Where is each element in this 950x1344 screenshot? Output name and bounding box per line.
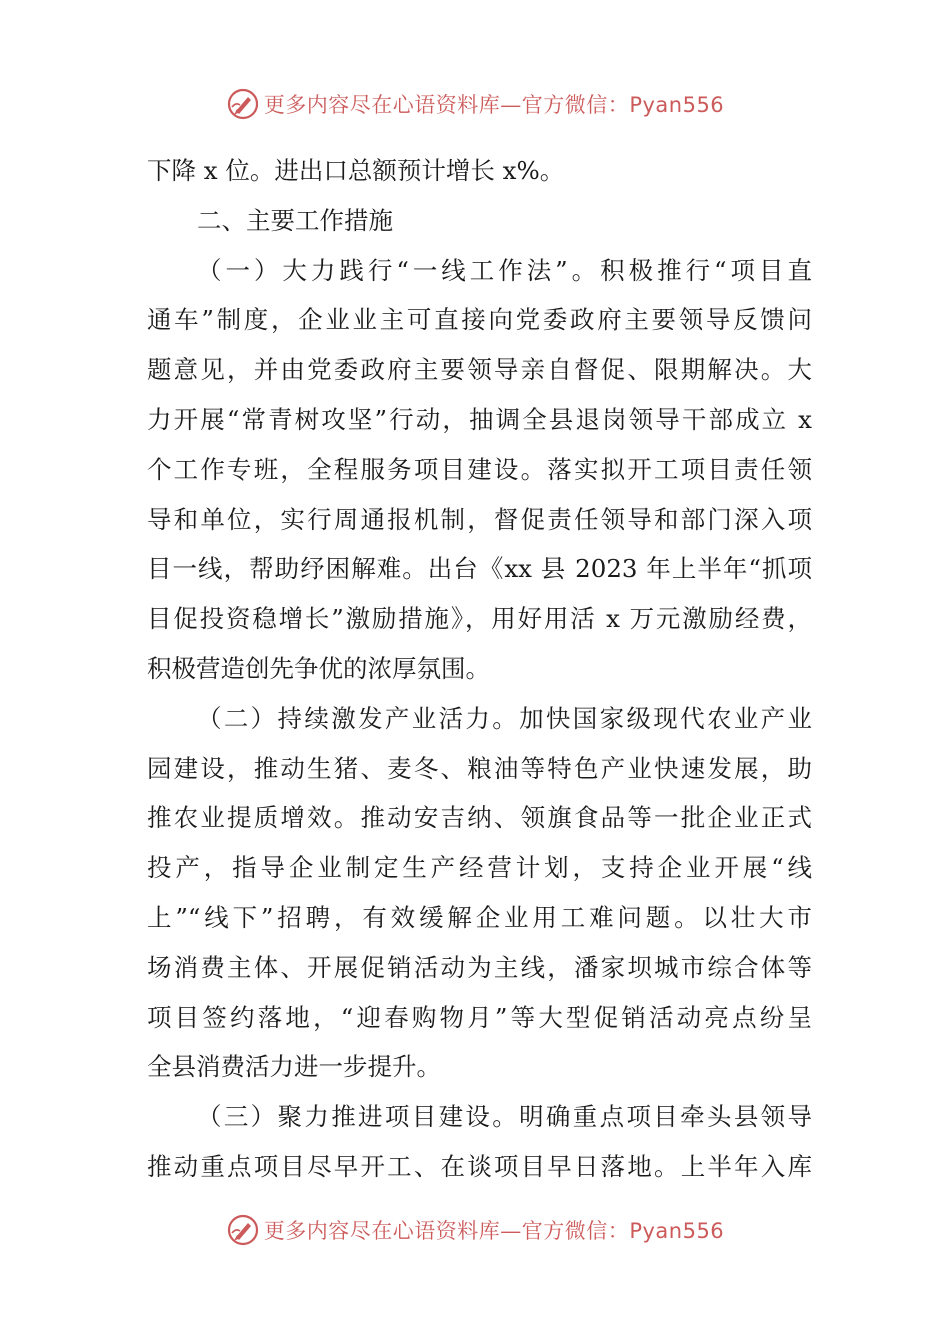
text-line: （一）大力践行“一线工作法”。积极推行“项目直 xyxy=(197,255,812,285)
text-line: 场消费主体、开展促销活动为主线，潘家坝城市综合体等 xyxy=(147,952,812,982)
text-line: 积极营造创先争优的浓厚氛围。 xyxy=(147,653,490,683)
header-banner xyxy=(0,84,950,124)
text-line: 目一线，帮助纾困解难。出台《xx 县 2023 年上半年“抓项 xyxy=(147,554,812,584)
wechat-id: Pyan556 xyxy=(629,1219,725,1243)
text-line: 导和单位，实行周通报机制，督促责任领导和部门深入项 xyxy=(147,504,812,534)
text-line: 题意见，并由党委政府主要领导亲自督促、限期解决。大 xyxy=(147,355,812,385)
wechat-id: Pyan556 xyxy=(629,93,725,117)
banner-text: 更多内容尽在心语资料库—官方微信：Pyan556 xyxy=(263,1219,725,1243)
text-line: 投产，指导企业制定生产经营计划，支持企业开展“线 xyxy=(147,853,812,883)
text-line: 力开展“常青树攻坚”行动，抽调全县退岗领导干部成立 x xyxy=(147,404,812,434)
pen-seal-icon xyxy=(226,87,260,121)
text-line: 推农业提质增效。推动安吉纳、领旗食品等一批企业正式 xyxy=(147,803,812,833)
text-line: （三）聚力推进项目建设。明确重点项目牵头县领导 xyxy=(197,1102,812,1132)
footer-banner xyxy=(0,1210,950,1250)
text-line: 园建设，推动生猪、麦冬、粮油等特色产业快速发展，助 xyxy=(147,753,812,783)
document-body xyxy=(147,146,812,1192)
text-line: 个工作专班，全程服务项目建设。落实拟开工项目责任领 xyxy=(147,454,812,484)
pen-seal-icon xyxy=(226,1213,260,1247)
text-line: 上”“线下”招聘，有效缓解企业用工难问题。以壮大市 xyxy=(147,902,812,932)
text-line: 目促投资稳增长”激励措施》，用好用活 x 万元激励经费， xyxy=(147,604,812,634)
section-heading: 二、主要工作措施 xyxy=(197,205,393,235)
text-line: （二）持续激发产业活力。加快国家级现代农业产业 xyxy=(197,703,812,733)
text-line: 项目签约落地，“迎春购物月”等大型促销活动亮点纷呈 xyxy=(147,1002,812,1032)
text-line: 下降 x 位。进出口总额预计增长 x%。 xyxy=(147,156,565,185)
text-line: 通车”制度，企业业主可直接向党委政府主要领导反馈问 xyxy=(147,305,812,335)
text-line: 推动重点项目尽早开工、在谈项目早日落地。上半年入库 xyxy=(147,1151,812,1181)
text-line: 全县消费活力进一步提升。 xyxy=(147,1052,441,1082)
banner-text: 更多内容尽在心语资料库—官方微信：Pyan556 xyxy=(263,93,725,117)
